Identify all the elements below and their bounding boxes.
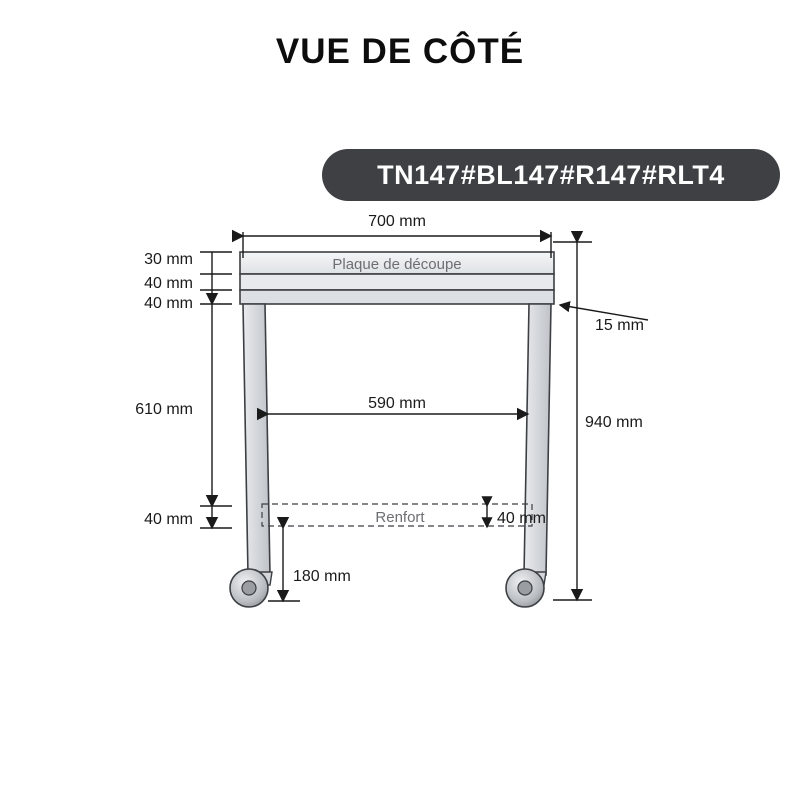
label-reinforcement: Renfort — [375, 509, 425, 526]
right-leg — [524, 304, 551, 575]
page-title: VUE DE CÔTÉ — [275, 32, 525, 71]
dim-board-thickness: 30 mm — [144, 251, 193, 268]
dim-caster-height: 180 mm — [293, 568, 351, 585]
left-leg — [243, 304, 270, 575]
product-reference-text: TN147#BL147#R147#RLT4 — [377, 159, 725, 190]
dim-leg-depth: 15 mm — [595, 317, 644, 334]
dim-shelf-offset: 40 mm — [144, 511, 193, 528]
frame-rail — [240, 290, 554, 304]
dim-top-width: 700 mm — [368, 213, 426, 230]
table-illustration — [230, 252, 554, 607]
dim-shelf-thickness: 40 mm — [497, 510, 546, 527]
left-caster — [230, 569, 272, 607]
worktop-slab — [240, 274, 554, 290]
right-caster — [506, 569, 546, 607]
label-cutting-board: Plaque de découpe — [332, 256, 462, 273]
dim-frame-thickness: 40 mm — [144, 295, 193, 312]
dim-leg-clearance: 610 mm — [135, 401, 193, 418]
dim-total-height: 940 mm — [585, 414, 643, 431]
dim-inner-width: 590 mm — [368, 395, 426, 412]
dim-top-thickness: 40 mm — [144, 275, 193, 292]
